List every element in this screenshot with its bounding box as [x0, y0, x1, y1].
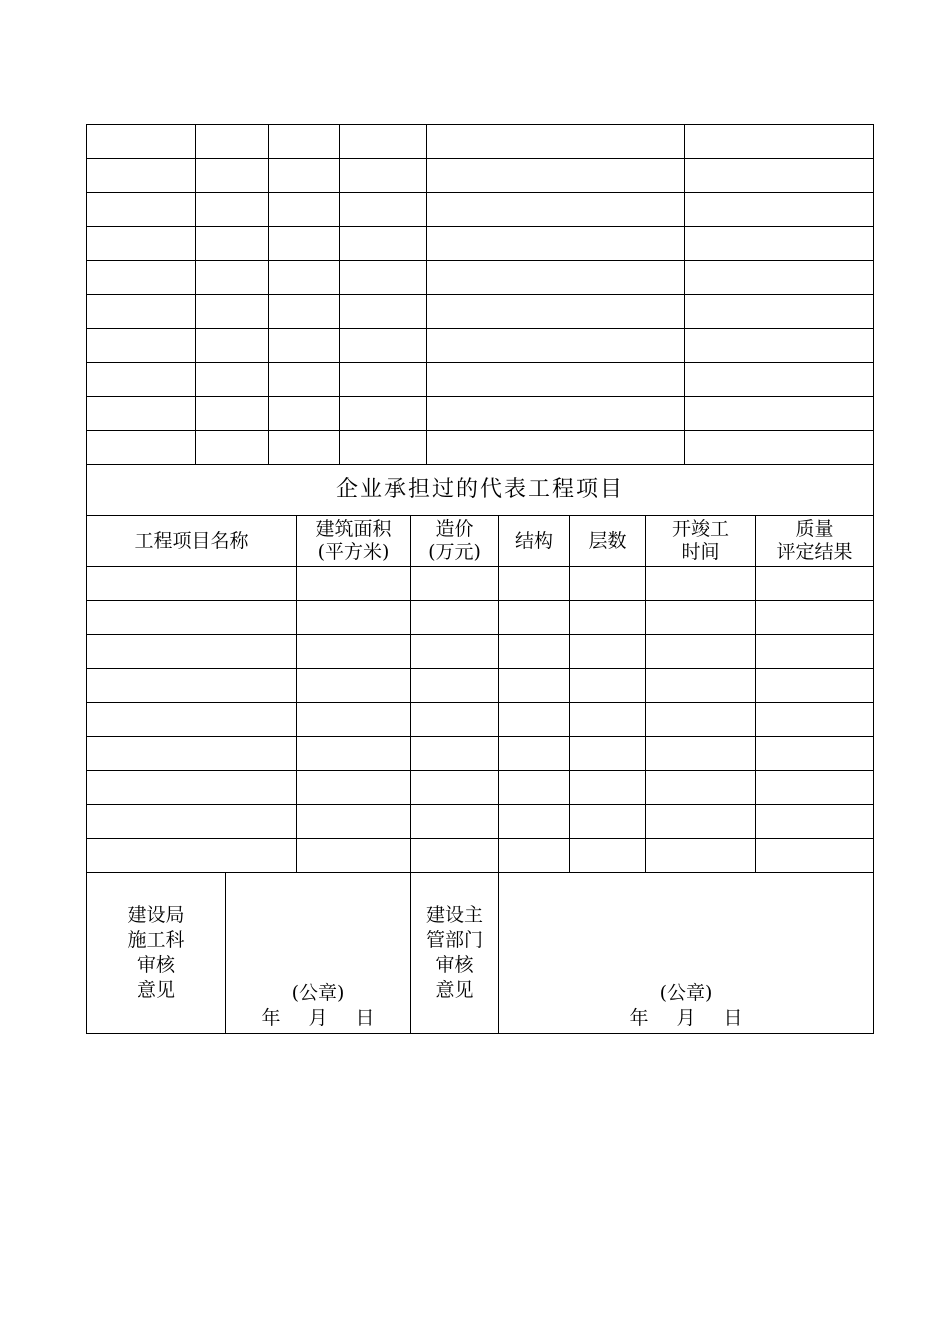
header-building-area	[297, 516, 411, 567]
blank-cell[interactable]	[196, 261, 269, 295]
blank-cell[interactable]	[646, 669, 756, 703]
blank-cell[interactable]	[646, 805, 756, 839]
personnel-row	[87, 295, 874, 329]
project-row	[87, 567, 874, 601]
blank-cell[interactable]	[340, 193, 427, 227]
project-row	[87, 601, 874, 635]
blank-cell[interactable]	[196, 227, 269, 261]
left-label-line3: 审核	[136, 954, 175, 976]
blank-cell[interactable]	[87, 193, 196, 227]
blank-cell[interactable]	[340, 329, 427, 363]
blank-cell[interactable]	[87, 159, 196, 193]
blank-cell[interactable]	[756, 601, 874, 635]
blank-cell[interactable]	[685, 125, 874, 159]
project-name-cell[interactable]	[87, 771, 297, 805]
left-seal-block	[226, 981, 410, 1031]
blank-cell[interactable]	[427, 431, 685, 465]
header-project-name: 工程项目名称	[87, 516, 297, 567]
blank-cell[interactable]	[196, 159, 269, 193]
blank-cell[interactable]	[685, 227, 874, 261]
section-title: 企业承担过的代表工程项目	[87, 465, 874, 516]
blank-cell[interactable]	[756, 839, 874, 873]
blank-cell[interactable]	[87, 295, 196, 329]
blank-cell[interactable]	[646, 737, 756, 771]
blank-cell[interactable]	[87, 397, 196, 431]
right-date-line	[499, 1006, 873, 1031]
blank-cell[interactable]	[646, 839, 756, 873]
blank-cell[interactable]	[196, 295, 269, 329]
project-name-cell[interactable]	[87, 737, 297, 771]
header-quality-line1: 质量	[795, 518, 834, 541]
blank-cell[interactable]	[499, 669, 570, 703]
blank-cell[interactable]	[570, 567, 646, 601]
blank-cell[interactable]	[570, 703, 646, 737]
upper-table	[86, 124, 874, 465]
left-label-line1: 建设局	[127, 904, 185, 926]
blank-cell[interactable]	[340, 431, 427, 465]
blank-cell[interactable]	[427, 295, 685, 329]
project-row	[87, 737, 874, 771]
blank-cell[interactable]	[269, 397, 340, 431]
blank-cell[interactable]	[646, 635, 756, 669]
header-start-end-time	[646, 516, 756, 567]
header-structure: 结构	[499, 516, 570, 567]
blank-cell[interactable]	[756, 703, 874, 737]
blank-cell[interactable]	[570, 771, 646, 805]
blank-cell[interactable]	[499, 567, 570, 601]
blank-cell[interactable]	[570, 805, 646, 839]
blank-cell[interactable]	[87, 125, 196, 159]
header-start-end-line2: 时间	[681, 541, 720, 563]
blank-cell[interactable]	[499, 601, 570, 635]
project-row	[87, 771, 874, 805]
blank-cell[interactable]	[297, 601, 411, 635]
right-label-line2: 管部门	[425, 929, 483, 951]
blank-cell[interactable]	[427, 125, 685, 159]
personnel-row	[87, 159, 874, 193]
blank-cell[interactable]	[427, 159, 685, 193]
blank-cell[interactable]	[87, 227, 196, 261]
personnel-row	[87, 397, 874, 431]
blank-cell[interactable]	[570, 839, 646, 873]
blank-cell[interactable]	[340, 363, 427, 397]
left-label-line2: 施工科	[127, 929, 185, 951]
project-row	[87, 635, 874, 669]
blank-cell[interactable]	[87, 431, 196, 465]
right-label-line4: 意见	[435, 979, 474, 1001]
blank-cell[interactable]	[196, 363, 269, 397]
blank-cell[interactable]	[196, 193, 269, 227]
blank-cell[interactable]	[340, 125, 427, 159]
header-building-area-line1: 建筑面积	[315, 518, 392, 541]
blank-cell[interactable]	[685, 295, 874, 329]
blank-cell[interactable]	[427, 397, 685, 431]
header-cost-line2: (万元)	[428, 541, 481, 563]
left-date-year: 年	[261, 1007, 281, 1029]
personnel-row	[87, 261, 874, 295]
project-name-cell[interactable]	[87, 805, 297, 839]
blank-cell[interactable]	[570, 601, 646, 635]
blank-cell[interactable]	[411, 567, 499, 601]
blank-cell[interactable]	[756, 737, 874, 771]
blank-cell[interactable]	[269, 329, 340, 363]
blank-cell[interactable]	[427, 193, 685, 227]
blank-cell[interactable]	[297, 771, 411, 805]
blank-cell[interactable]	[756, 669, 874, 703]
blank-cell[interactable]	[685, 397, 874, 431]
blank-cell[interactable]	[570, 635, 646, 669]
blank-cell[interactable]	[269, 159, 340, 193]
blank-cell[interactable]	[685, 363, 874, 397]
right-date-day: 日	[723, 1007, 743, 1029]
project-name-cell[interactable]	[87, 703, 297, 737]
blank-cell[interactable]	[297, 567, 411, 601]
left-date-day: 日	[355, 1007, 375, 1029]
left-label-line4: 意见	[136, 979, 175, 1001]
blank-cell[interactable]	[411, 635, 499, 669]
right-date-month: 月	[676, 1007, 696, 1029]
blank-cell[interactable]	[427, 363, 685, 397]
header-building-area-line2: (平方米)	[317, 541, 390, 563]
personnel-row	[87, 227, 874, 261]
personnel-row	[87, 431, 874, 465]
blank-cell[interactable]	[411, 703, 499, 737]
blank-cell[interactable]	[411, 601, 499, 635]
blank-cell[interactable]	[269, 193, 340, 227]
blank-cell[interactable]	[756, 771, 874, 805]
blank-cell[interactable]	[196, 329, 269, 363]
project-name-cell[interactable]	[87, 635, 297, 669]
blank-cell[interactable]	[297, 737, 411, 771]
blank-cell[interactable]	[297, 703, 411, 737]
blank-cell[interactable]	[411, 737, 499, 771]
blank-cell[interactable]	[499, 737, 570, 771]
blank-cell[interactable]	[499, 805, 570, 839]
header-start-end-line1: 开竣工	[671, 518, 729, 541]
blank-cell[interactable]	[570, 737, 646, 771]
header-floors: 层数	[570, 516, 646, 567]
blank-cell[interactable]	[340, 159, 427, 193]
blank-cell[interactable]	[196, 125, 269, 159]
blank-cell[interactable]	[685, 431, 874, 465]
header-quality-line2: 评定结果	[776, 541, 853, 563]
personnel-row	[87, 329, 874, 363]
blank-cell[interactable]	[756, 567, 874, 601]
left-official-seal: (公章)	[291, 982, 345, 1004]
blank-cell[interactable]	[499, 703, 570, 737]
blank-cell[interactable]	[427, 261, 685, 295]
blank-cell[interactable]	[756, 805, 874, 839]
blank-cell[interactable]	[411, 805, 499, 839]
blank-cell[interactable]	[685, 193, 874, 227]
project-name-cell[interactable]	[87, 669, 297, 703]
blank-cell[interactable]	[411, 771, 499, 805]
blank-cell[interactable]	[297, 635, 411, 669]
authority-opinion-field[interactable]	[499, 873, 874, 1034]
blank-cell[interactable]	[499, 771, 570, 805]
blank-cell[interactable]	[646, 601, 756, 635]
construction-bureau-opinion-field[interactable]	[226, 873, 411, 1034]
blank-cell[interactable]	[499, 635, 570, 669]
project-name-cell[interactable]	[87, 567, 297, 601]
right-official-seal: (公章)	[659, 982, 713, 1004]
construction-bureau-label	[87, 873, 226, 1034]
blank-cell[interactable]	[499, 839, 570, 873]
header-quality-rating	[756, 516, 874, 567]
right-seal-block	[499, 981, 873, 1031]
blank-cell[interactable]	[196, 397, 269, 431]
blank-cell[interactable]	[340, 397, 427, 431]
personnel-row	[87, 193, 874, 227]
blank-cell[interactable]	[87, 363, 196, 397]
project-row	[87, 703, 874, 737]
blank-cell[interactable]	[340, 295, 427, 329]
blank-cell[interactable]	[269, 227, 340, 261]
blank-cell[interactable]	[685, 261, 874, 295]
blank-cell[interactable]	[297, 669, 411, 703]
blank-cell[interactable]	[411, 839, 499, 873]
blank-cell[interactable]	[297, 839, 411, 873]
blank-cell[interactable]	[269, 431, 340, 465]
left-date-line	[226, 1006, 410, 1031]
blank-cell[interactable]	[269, 295, 340, 329]
blank-cell[interactable]	[570, 669, 646, 703]
project-name-cell[interactable]	[87, 601, 297, 635]
right-date-year: 年	[629, 1007, 649, 1029]
blank-cell[interactable]	[269, 125, 340, 159]
project-table	[86, 464, 874, 1034]
approval-row	[87, 873, 874, 1034]
blank-cell[interactable]	[340, 261, 427, 295]
blank-cell[interactable]	[87, 261, 196, 295]
blank-cell[interactable]	[269, 363, 340, 397]
project-header-row	[87, 516, 874, 567]
blank-cell[interactable]	[340, 227, 427, 261]
left-date-month: 月	[308, 1007, 328, 1029]
project-name-cell[interactable]	[87, 839, 297, 873]
blank-cell[interactable]	[646, 771, 756, 805]
blank-cell[interactable]	[646, 567, 756, 601]
personnel-row	[87, 363, 874, 397]
header-cost-line1: 造价	[435, 518, 474, 541]
personnel-row	[87, 125, 874, 159]
blank-cell[interactable]	[685, 159, 874, 193]
right-label-line3: 审核	[435, 954, 474, 976]
blank-cell[interactable]	[427, 227, 685, 261]
blank-cell[interactable]	[297, 805, 411, 839]
project-row	[87, 669, 874, 703]
project-row	[87, 805, 874, 839]
blank-cell[interactable]	[646, 703, 756, 737]
blank-cell[interactable]	[411, 669, 499, 703]
blank-cell[interactable]	[427, 329, 685, 363]
project-row	[87, 839, 874, 873]
right-label-line1: 建设主	[425, 904, 483, 926]
header-cost	[411, 516, 499, 567]
blank-cell[interactable]	[87, 329, 196, 363]
blank-cell[interactable]	[756, 635, 874, 669]
blank-cell[interactable]	[269, 261, 340, 295]
blank-cell[interactable]	[196, 431, 269, 465]
blank-cell[interactable]	[685, 329, 874, 363]
form-sheet	[86, 124, 873, 1034]
authority-label	[411, 873, 499, 1034]
